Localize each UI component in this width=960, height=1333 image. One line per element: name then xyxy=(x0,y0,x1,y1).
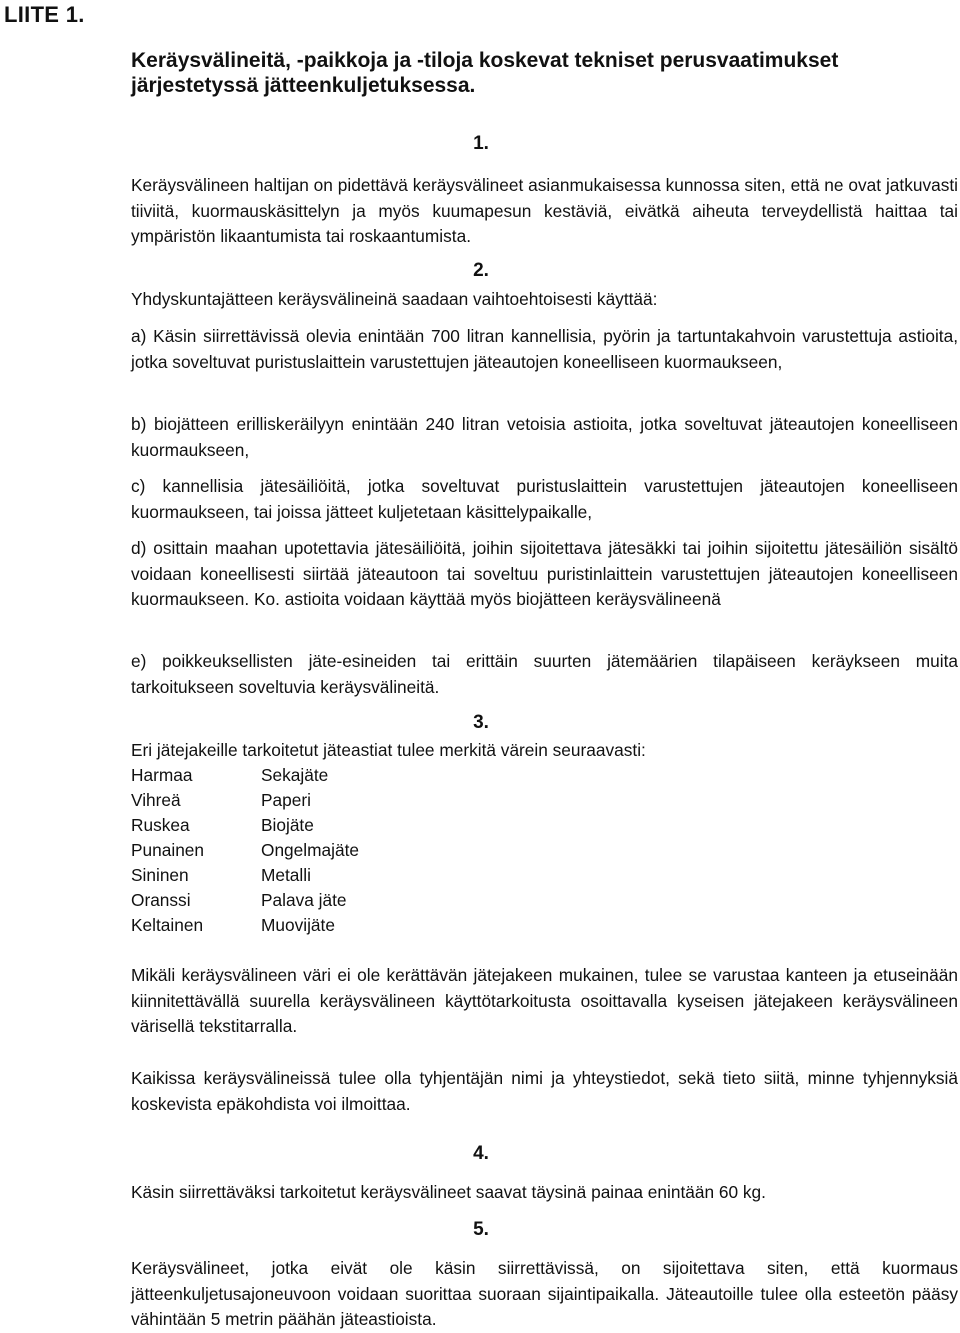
waste-type: Metalli xyxy=(261,865,311,885)
table-row xyxy=(131,788,359,813)
color-name: Sininen xyxy=(131,865,189,885)
section-3-intro: Eri jätejakeille tarkoitetut jäteastiat tulee merkitä värein seuraavasti: xyxy=(131,740,646,760)
waste-type: Biojäte xyxy=(261,815,314,835)
section-4-number: 4. xyxy=(473,1143,489,1164)
color-name: Keltainen xyxy=(131,915,204,935)
section-3-paragraph-contact-info: Kaikissa keräysvälineissä tulee olla tyhjentäjän nimi ja yhteystiedot, sekä tieto siitä, minne tyhjennyksiä koskevista epäkohdista voi ilmoittaa. xyxy=(131,1068,958,1114)
section-4-paragraph: Käsin siirrettäväksi tarkoitetut keräysvälineet saavat täysinä painaa enintään 60 kg. xyxy=(131,1182,766,1202)
table-row xyxy=(131,863,359,888)
section-2-item-a: a) Käsin siirrettävissä olevia enintään 700 litran kannellisia, pyörin ja tartuntakahvoin varustettuja astioita, jotka soveltuvat puristuslaittein varustettujen jäteautojen koneelliseen kuormaukseen, xyxy=(131,326,958,372)
section-2-item-c: c) kannellisia jätesäiliöitä, jotka soveltuvat puristuslaittein varustettujen jäteautojen koneelliseen kuormaukseen, tai joissa jätteet kuljetetaan käsittelypaikalle, xyxy=(131,476,958,522)
table-row xyxy=(131,838,359,863)
color-name: Punainen xyxy=(131,840,205,860)
table-row xyxy=(131,913,359,938)
appendix-label: LIITE 1. xyxy=(4,2,85,27)
color-name: Ruskea xyxy=(131,815,190,835)
section-2-item-b: b) biojätteen erilliskeräilyyn enintään 240 litran vetoisia astioita, jotka soveltuvat jäteautojen koneelliseen kuormaukseen, xyxy=(131,414,958,460)
section-2-number: 2. xyxy=(473,260,489,281)
waste-type: Palava jäte xyxy=(261,890,347,910)
table-row xyxy=(131,888,359,913)
document-title: Keräysvälineitä, -paikkoja ja -tiloja koskevat tekniset perusvaatimukset järjestetyssä jätteenkuljetuksessa. xyxy=(131,49,839,97)
section-1-number: 1. xyxy=(473,133,489,154)
waste-type: Ongelmajäte xyxy=(261,840,359,860)
waste-type: Muovijäte xyxy=(261,915,335,935)
section-5-number: 5. xyxy=(473,1219,489,1240)
section-3-number: 3. xyxy=(473,712,489,733)
section-1-paragraph: Keräysvälineen haltijan on pidettävä keräysvälineet asianmukaisessa kunnossa siten, että ne ovat jatkuvasti tiiviitä, kuormauskäsittelyn ja myös kuumapesun kestäviä, eivätkä aiheuta terveydellistä haittaa tai ympäristön likaantumista tai roskaantumista. xyxy=(131,175,958,246)
section-3-paragraph-color-label: Mikäli keräysvälineen väri ei ole kerättävän jätejakeen mukainen, tulee se varustaa kanteen ja etuseinään kiinnitettävällä suurella keräysvälineen käyttötarkoitusta osoittavalla kyseisen jätejakeen keräysvälineen värisellä tekstitarralla. xyxy=(131,965,958,1036)
section-2-intro: Yhdyskuntajätteen keräysvälineinä saadaan vaihtoehtoisesti käyttää: xyxy=(131,289,658,309)
section-2-item-d: d) osittain maahan upotettavia jätesäiliöitä, joihin sijoitettava jätesäkki tai joihin sijoitettu jätesäiliön sisältö voidaan koneellisesti siirtää jäteautoon tai soveltuu puristinlaittein varustettujen jäteautojen koneelliseen kuormaukseen. Ko. astioita voidaan käyttää myös biojätteen keräysvälineenä xyxy=(131,538,958,609)
color-name: Vihreä xyxy=(131,790,181,810)
waste-type: Sekajäte xyxy=(261,765,329,785)
section-2-item-e: e) poikkeuksellisten jäte-esineiden tai erittäin suurten jätemäärien tilapäiseen keräykseen muita tarkoitukseen soveltuvia keräysvälineitä. xyxy=(131,651,958,697)
color-name: Harmaa xyxy=(131,765,193,785)
section-5-paragraph: Keräysvälineet, jotka eivät ole käsin siirrettävissä, on sijoitettava siten, että kuormaus jätteenkuljetusajoneuvoon voidaan suorittaa suoraan sijaintipaikalla. Jäteautoille tulee olla esteetön pääsy vähintään 5 metrin päähän jäteastioista. xyxy=(131,1258,958,1329)
color-code-table xyxy=(131,763,359,938)
table-row xyxy=(131,813,359,838)
color-name: Oranssi xyxy=(131,890,191,910)
table-row xyxy=(131,763,359,788)
waste-type: Paperi xyxy=(261,790,311,810)
